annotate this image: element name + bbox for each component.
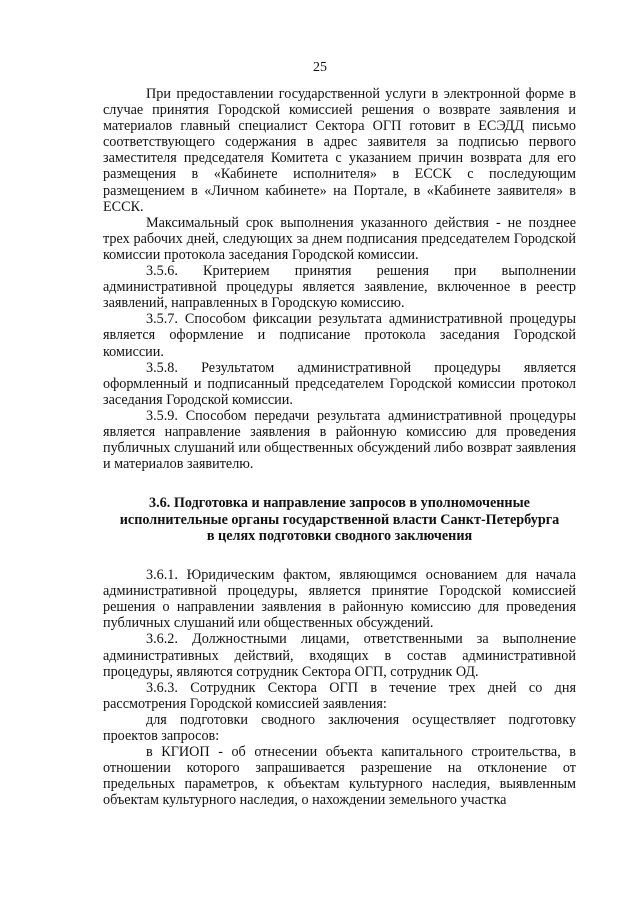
section-heading <box>103 495 576 545</box>
paragraph: 3.6.1. Юридическим фактом, являющимся основанием для начала административной процедуры, является принятие Городской комиссией решения о направлении заявления в районную комиссию для проведения публичных слушаний или общественных обсуждений. <box>103 567 576 632</box>
section-heading-line: в целях подготовки сводного заключения <box>206 528 473 545</box>
page-number: 25 <box>313 60 327 75</box>
paragraph: Максимальный срок выполнения указанного действия - не позднее трех рабочих дней, следующих за днем подписания председателем Городской комиссии протокола заседания Городской комиссии. <box>103 214 576 263</box>
document-body <box>103 86 576 808</box>
paragraph: 3.6.3. Сотрудник Сектора ОГП в течение трех дней со дня рассмотрения Городской комиссией заявления: <box>103 679 576 712</box>
paragraph: 3.6.2. Должностными лицами, ответственными за выполнение административных действий, входящих в состав административной процедуры, являются сотрудник Сектора ОГП, сотрудник ОД. <box>103 631 576 680</box>
section-heading-line: 3.6. Подготовка и направление запросов в уполномоченные <box>149 495 530 512</box>
paragraph: 3.5.9. Способом передачи результата административной процедуры является направление заявления в районную комиссию для проведения публичных слушаний или общественных обсуждений либо возврат заявления и материалов заявителю. <box>103 407 576 473</box>
paragraph: в КГИОП - об отнесении объекта капитального строительства, в отношении которого запрашивается разрешение на отклонение от предельных параметров, к объектам культурного наследия, выявленным объектам культурного наследия, о нахождении земельного участка <box>103 744 576 809</box>
paragraph: для подготовки сводного заключения осуществляет подготовку проектов запросов: <box>103 711 576 744</box>
paragraph: 3.5.7. Способом фиксации результата административной процедуры является оформление и подписание протокола заседания Городской комиссии. <box>103 311 576 360</box>
section-heading-line: исполнительные органы государственной власти Санкт-Петербурга <box>119 511 560 528</box>
paragraph: 3.5.6. Критерием принятия решения при выполнении административной процедуры является заявление, включенное в реестр заявлений, направленных в Городскую комиссию. <box>103 263 576 312</box>
paragraph: При предоставлении государственной услуги в электронной форме в случае принятия Городской комиссией решения о возврате заявления и материалов главный специалист Сектора ОГП готовит в ЕСЭДД письмо соответствующего содержания в адрес заявителя за подписью первого заместителя председателя Комитета с указанием причин возврата для его размещения в «Кабинете исполнителя» в ЕССК с последующим размещением в «Личном кабинете» на Портале, в «Кабинете заявителя» в ЕССК. <box>103 86 576 215</box>
paragraph: 3.5.8. Результатом административной процедуры является оформленный и подписанный председателем Городской комиссии протокол заседания Городской комиссии. <box>103 359 576 408</box>
